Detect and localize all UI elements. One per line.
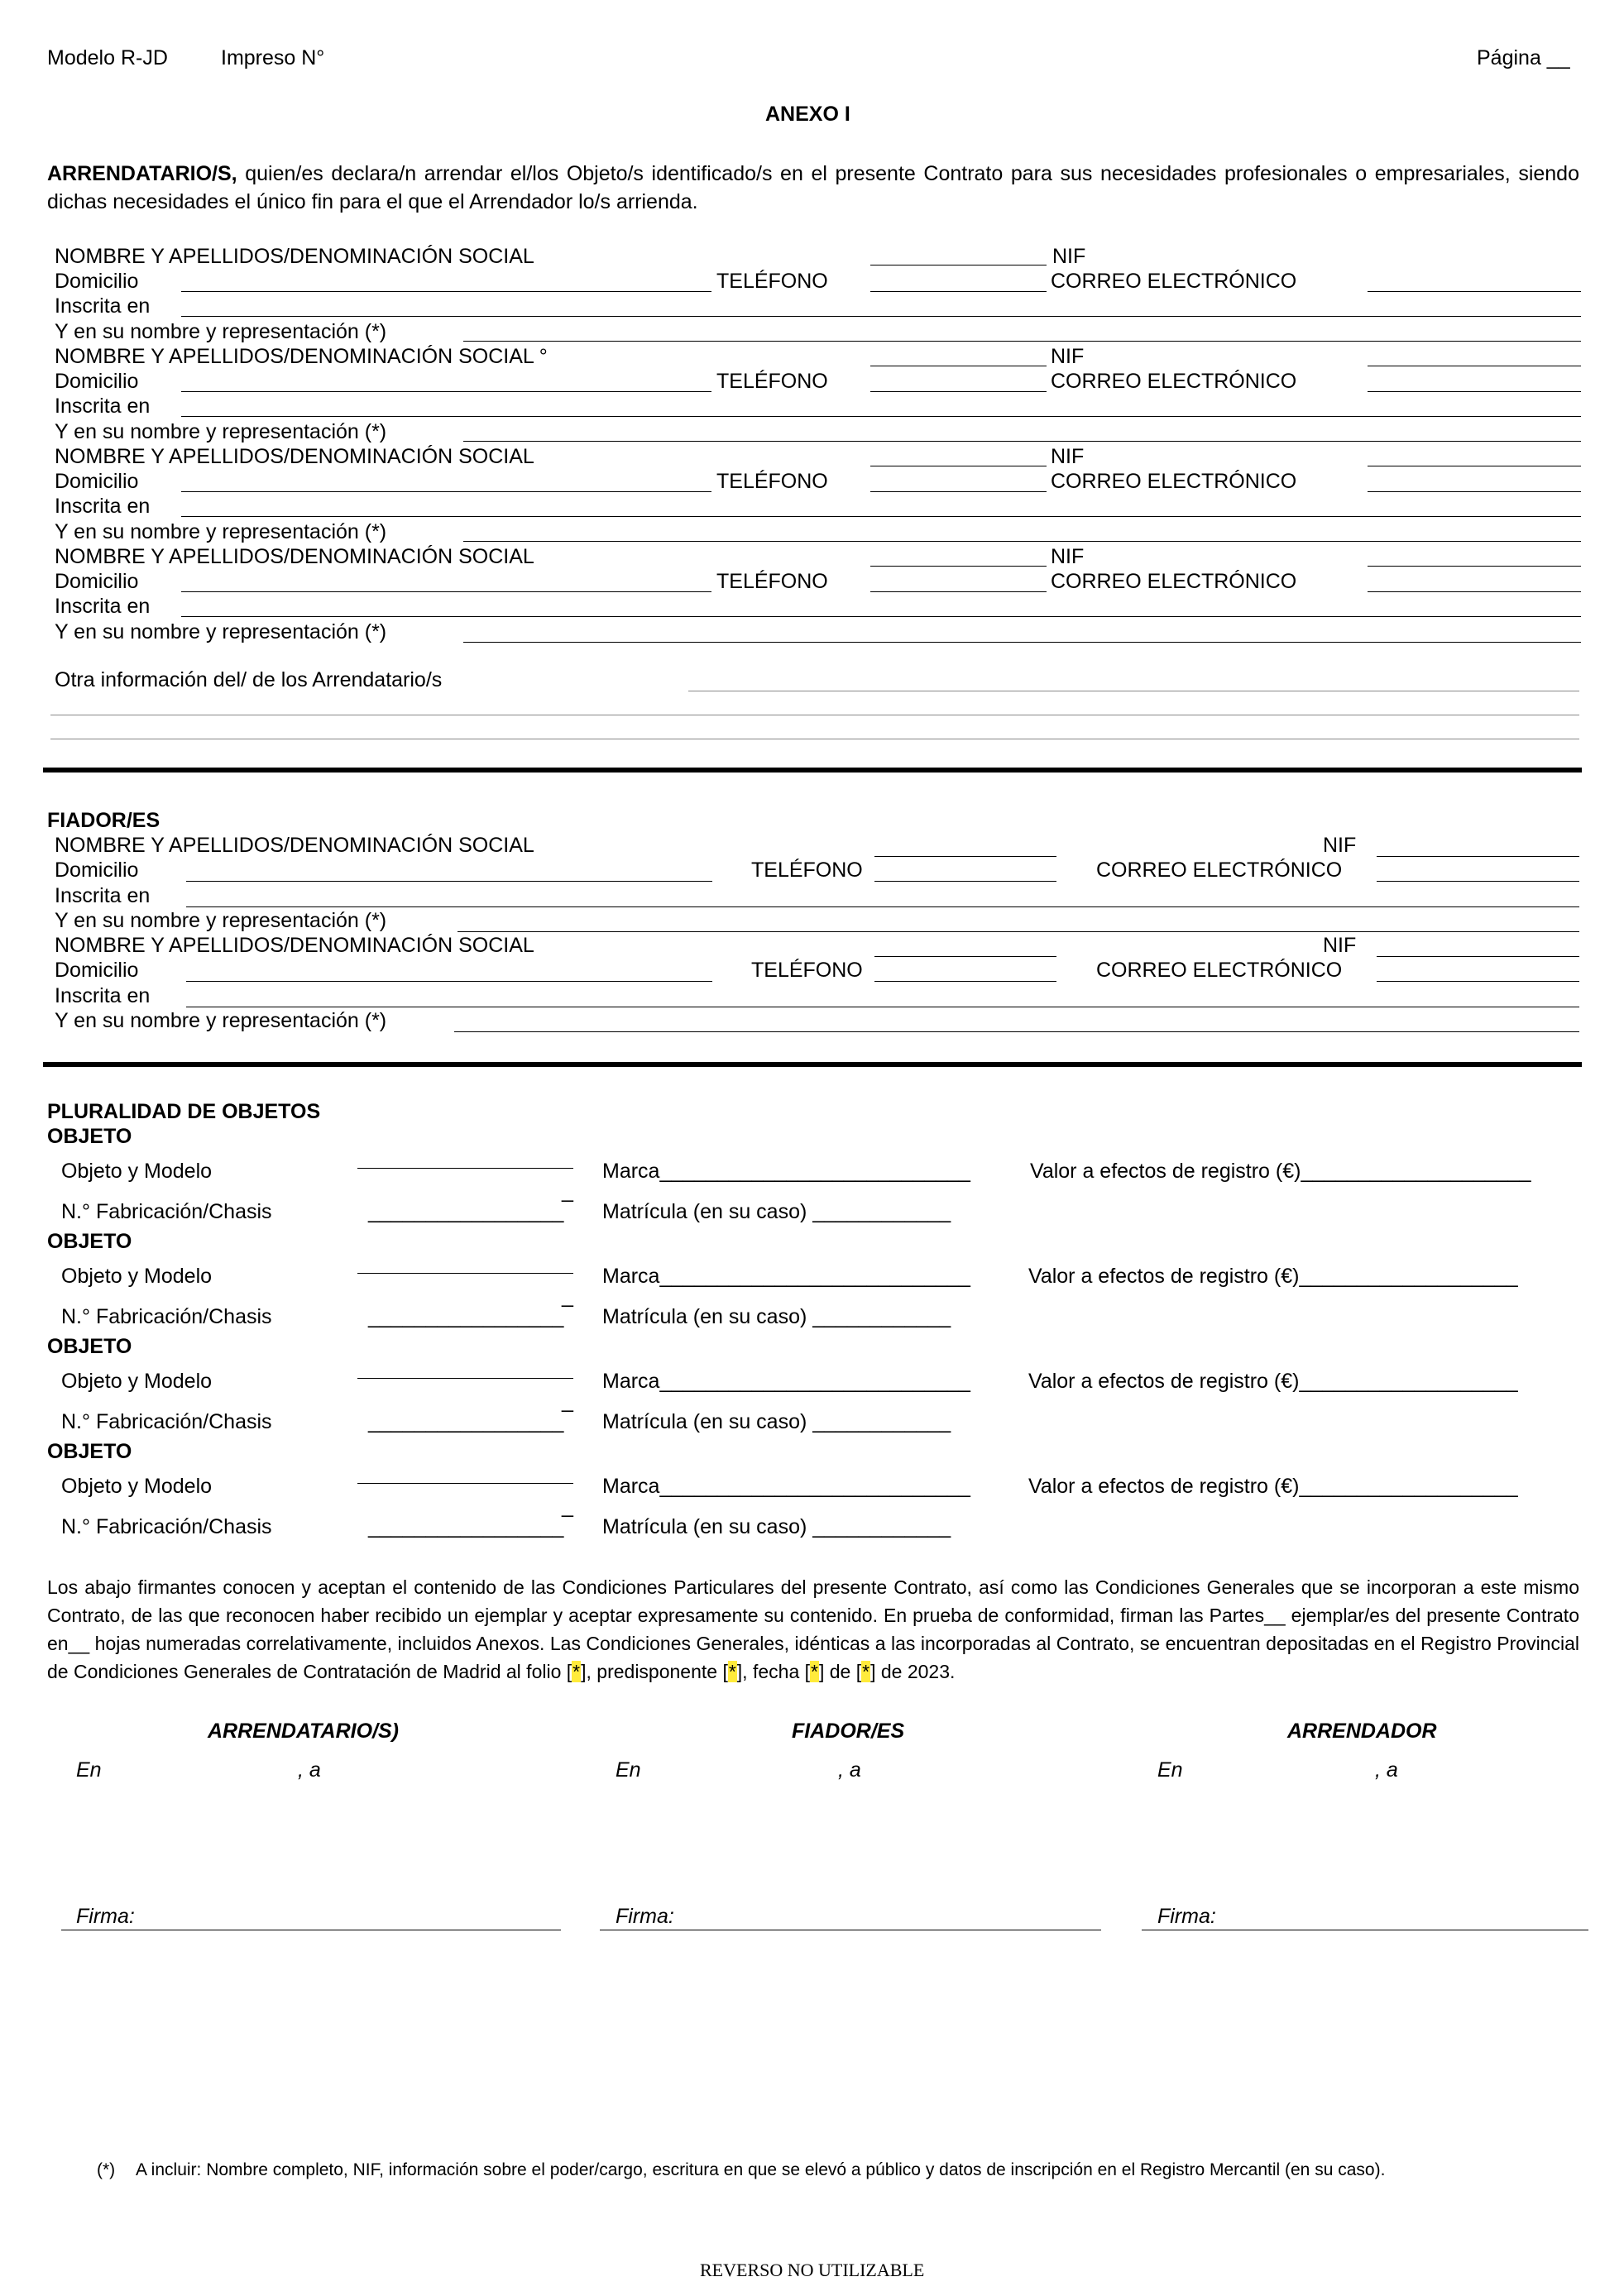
telefono-field[interactable] xyxy=(874,881,1056,882)
representacion-field[interactable] xyxy=(463,341,1581,342)
placeholder-predisponente[interactable]: * xyxy=(728,1661,736,1682)
matricula-field[interactable]: Matrícula (en su caso) ____________ xyxy=(602,1305,951,1328)
valor-field[interactable]: Valor a efectos de registro (€)___________________ xyxy=(1028,1370,1518,1393)
closing-text-4: ] de [ xyxy=(818,1661,862,1682)
signature-a-label: , a xyxy=(838,1758,861,1782)
objeto-modelo-field[interactable] xyxy=(357,1378,573,1379)
representacion-label: Y en su nombre y representación (*) xyxy=(55,520,387,543)
correo-label: CORREO ELECTRÓNICO xyxy=(1051,470,1297,493)
nombre-label: NOMBRE Y APELLIDOS/DENOMINACIÓN SOCIAL xyxy=(55,934,534,957)
closing-text-1: Los abajo firmantes conocen y aceptan el contenido de las Condiciones Particulares del presente Contrato, así como las Condiciones Generales que se incorporan a este mismo Contrato, de las que reconocen haber recibido un ejemplar y aceptar expresamente su contenido. En prueba de conformidad, firman las Partes__ ejemplar/es del presente Contrato en__ hojas numeradas correlativamente, incluidos Anexos. Las Condiciones Generales, idénticas a las incorporadas al Contrato, se encuentran depositadas en el Registro Provincial de Condiciones Generales de Contratación de Madrid al folio [ xyxy=(47,1576,1579,1682)
correo-label: CORREO ELECTRÓNICO xyxy=(1051,270,1297,293)
representacion-label: Y en su nombre y representación (*) xyxy=(55,620,387,643)
valor-field[interactable]: Valor a efectos de registro (€)___________________ xyxy=(1028,1475,1518,1498)
inscrita-label: Inscrita en xyxy=(55,595,151,618)
inscrita-label: Inscrita en xyxy=(55,495,151,518)
signature-en-label: En xyxy=(616,1758,641,1782)
domicilio-label: Domicilio xyxy=(55,959,139,982)
objeto-modelo-label: Objeto y Modelo xyxy=(61,1475,213,1498)
section-divider xyxy=(43,768,1582,773)
domicilio-label: Domicilio xyxy=(55,570,139,593)
page-number: Página __ xyxy=(1477,46,1570,69)
page-title: ANEXO I xyxy=(765,103,850,126)
firma-label: Firma: xyxy=(1157,1905,1216,1928)
nombre-label: NOMBRE Y APELLIDOS/DENOMINACIÓN SOCIAL ° xyxy=(55,345,548,368)
telefono-label: TELÉFONO xyxy=(751,959,863,982)
nombre-field[interactable] xyxy=(870,566,1047,567)
fabricacion-field[interactable]: _________________ xyxy=(368,1515,564,1538)
closing-text-2: ], predisponente [ xyxy=(581,1661,728,1682)
closing-text-3: ], fecha [ xyxy=(736,1661,811,1682)
domicilio-label: Domicilio xyxy=(55,370,139,393)
nif-label: NIF xyxy=(1323,834,1357,857)
objetos-heading: PLURALIDAD DE OBJETOS xyxy=(47,1100,321,1123)
nombre-field[interactable] xyxy=(874,956,1056,957)
correo-field[interactable] xyxy=(1368,591,1581,592)
fabricacion-label: N.° Fabricación/Chasis xyxy=(61,1410,272,1433)
domicilio-label: Domicilio xyxy=(55,470,139,493)
correo-field[interactable] xyxy=(1377,981,1579,982)
matricula-field[interactable]: Matrícula (en su caso) ____________ xyxy=(602,1200,951,1223)
inscrita-field[interactable] xyxy=(181,316,1581,317)
dash-mark: _ xyxy=(562,1179,573,1203)
arrendatario-intro xyxy=(47,160,1579,216)
telefono-label: TELÉFONO xyxy=(716,470,828,493)
nif-label: NIF xyxy=(1051,345,1085,368)
correo-label: CORREO ELECTRÓNICO xyxy=(1051,570,1297,593)
domicilio-field[interactable] xyxy=(181,591,711,592)
telefono-label: TELÉFONO xyxy=(716,570,828,593)
signature-arrendatario-title: ARRENDATARIO/S) xyxy=(208,1720,400,1743)
objeto-modelo-field[interactable] xyxy=(357,1168,573,1169)
telefono-field[interactable] xyxy=(870,491,1047,492)
inscrita-field[interactable] xyxy=(181,616,1581,617)
marca-field[interactable]: Marca___________________________ xyxy=(602,1160,970,1183)
domicilio-field[interactable] xyxy=(181,291,711,292)
fabricacion-label: N.° Fabricación/Chasis xyxy=(61,1305,272,1328)
signature-a-label: , a xyxy=(298,1758,321,1782)
marca-field[interactable]: Marca___________________________ xyxy=(602,1370,970,1393)
inscrita-label: Inscrita en xyxy=(55,884,151,907)
representacion-label: Y en su nombre y representación (*) xyxy=(55,420,387,443)
correo-field[interactable] xyxy=(1377,881,1579,882)
nombre-label: NOMBRE Y APELLIDOS/DENOMINACIÓN SOCIAL xyxy=(55,545,534,568)
signature-arrendador-title: ARRENDADOR xyxy=(1287,1720,1437,1743)
signature-a-label: , a xyxy=(1375,1758,1398,1782)
objeto-modelo-label: Objeto y Modelo xyxy=(61,1160,213,1183)
representacion-field[interactable] xyxy=(457,931,1579,932)
objeto-modelo-field[interactable] xyxy=(357,1483,573,1484)
matricula-field[interactable]: Matrícula (en su caso) ____________ xyxy=(602,1410,951,1433)
telefono-field[interactable] xyxy=(870,591,1047,592)
dash-mark: _ xyxy=(562,1495,573,1518)
signature-en-label: En xyxy=(1157,1758,1183,1782)
fabricacion-label: N.° Fabricación/Chasis xyxy=(61,1515,272,1538)
representacion-field[interactable] xyxy=(463,541,1581,542)
matricula-field[interactable]: Matrícula (en su caso) ____________ xyxy=(602,1515,951,1538)
nombre-field[interactable] xyxy=(874,856,1056,857)
telefono-field[interactable] xyxy=(870,391,1047,392)
objeto-heading: OBJETO xyxy=(47,1440,132,1463)
nombre-label: NOMBRE Y APELLIDOS/DENOMINACIÓN SOCIAL xyxy=(55,445,534,468)
nombre-label: NOMBRE Y APELLIDOS/DENOMINACIÓN SOCIAL xyxy=(55,245,534,268)
fiador-heading: FIADOR/ES xyxy=(47,809,160,832)
fabricacion-field[interactable]: _________________ xyxy=(368,1410,564,1433)
dash-mark: _ xyxy=(562,1390,573,1413)
correo-field[interactable] xyxy=(1368,291,1581,292)
firma-label: Firma: xyxy=(616,1905,674,1928)
section-divider xyxy=(43,1062,1582,1067)
placeholder-folio[interactable]: * xyxy=(572,1661,581,1682)
representacion-label: Y en su nombre y representación (*) xyxy=(55,320,387,343)
representacion-field[interactable] xyxy=(463,642,1581,643)
inscrita-label: Inscrita en xyxy=(55,395,151,418)
domicilio-label: Domicilio xyxy=(55,859,139,882)
inscrita-label: Inscrita en xyxy=(55,294,151,318)
objeto-heading: OBJETO xyxy=(47,1125,132,1148)
valor-field[interactable]: Valor a efectos de registro (€)____________________ xyxy=(1030,1160,1531,1183)
closing-text-5: ] de 2023. xyxy=(870,1661,956,1682)
fabricacion-label: N.° Fabricación/Chasis xyxy=(61,1200,272,1223)
nif-field[interactable] xyxy=(1377,856,1579,857)
representacion-label: Y en su nombre y representación (*) xyxy=(55,909,387,932)
arrendatario-intro-text: quien/es declara/n arrendar el/los Objeto/s identificado/s en el presente Contrato para sus necesidades profesionales o empresariales, siendo dichas necesidades el único fin para el que el Arrendador lo/s arrienda. xyxy=(47,162,1579,213)
telefono-label: TELÉFONO xyxy=(716,270,828,293)
telefono-label: TELÉFONO xyxy=(751,859,863,882)
objeto-modelo-label: Objeto y Modelo xyxy=(61,1370,213,1393)
domicilio-field[interactable] xyxy=(181,491,711,492)
telefono-field[interactable] xyxy=(870,291,1047,292)
telefono-label: TELÉFONO xyxy=(716,370,828,393)
nombre-label: NOMBRE Y APELLIDOS/DENOMINACIÓN SOCIAL xyxy=(55,834,534,857)
objeto-modelo-field[interactable] xyxy=(357,1273,573,1274)
nif-field[interactable] xyxy=(1368,566,1581,567)
correo-label: CORREO ELECTRÓNICO xyxy=(1096,859,1343,882)
arrendatario-heading: ARRENDATARIO/S, xyxy=(47,162,237,185)
marca-field[interactable]: Marca___________________________ xyxy=(602,1265,970,1288)
correo-label: CORREO ELECTRÓNICO xyxy=(1051,370,1297,393)
objeto-heading: OBJETO xyxy=(47,1230,132,1253)
objeto-heading: OBJETO xyxy=(47,1335,132,1358)
fabricacion-field[interactable]: _________________ xyxy=(368,1200,564,1223)
firma-label: Firma: xyxy=(76,1905,135,1928)
signature-en-label: En xyxy=(76,1758,102,1782)
correo-field[interactable] xyxy=(1368,391,1581,392)
nif-field[interactable] xyxy=(1377,956,1579,957)
representacion-field[interactable] xyxy=(463,441,1581,442)
fabricacion-field[interactable]: _________________ xyxy=(368,1305,564,1328)
model-label: Modelo R-JD xyxy=(47,46,168,69)
representacion-field[interactable] xyxy=(454,1031,1579,1032)
inscrita-field[interactable] xyxy=(186,906,1579,907)
signature-fiador-title: FIADOR/ES xyxy=(792,1720,905,1743)
nif-label: NIF xyxy=(1052,245,1086,268)
otra-info-label: Otra información del/ de los Arrendatario/s xyxy=(55,668,443,691)
correo-label: CORREO ELECTRÓNICO xyxy=(1096,959,1343,982)
domicilio-field[interactable] xyxy=(186,881,712,882)
valor-field[interactable]: Valor a efectos de registro (€)___________________ xyxy=(1028,1265,1518,1288)
dash-mark: _ xyxy=(562,1284,573,1308)
representacion-label: Y en su nombre y representación (*) xyxy=(55,1009,387,1032)
nif-label: NIF xyxy=(1323,934,1357,957)
domicilio-field[interactable] xyxy=(186,981,712,982)
correo-field[interactable] xyxy=(1368,491,1581,492)
inscrita-field[interactable] xyxy=(181,416,1581,417)
placeholder-fecha-dia[interactable]: * xyxy=(811,1661,818,1682)
telefono-field[interactable] xyxy=(874,981,1056,982)
footnote-text: A incluir: Nombre completo, NIF, información sobre el poder/cargo, escritura en que se elevó a público y datos de inscripción en el Registro Mercantil (en su caso). xyxy=(136,2160,1386,2179)
marca-field[interactable]: Marca___________________________ xyxy=(602,1475,970,1498)
nif-label: NIF xyxy=(1051,445,1085,468)
inscrita-field[interactable] xyxy=(181,516,1581,517)
domicilio-label: Domicilio xyxy=(55,270,139,293)
placeholder-fecha-mes[interactable]: * xyxy=(862,1661,870,1682)
inscrita-label: Inscrita en xyxy=(55,984,151,1007)
reverso-note: REVERSO NO UTILIZABLE xyxy=(700,2260,925,2280)
impreso-label: Impreso N° xyxy=(221,46,325,69)
domicilio-field[interactable] xyxy=(181,391,711,392)
nif-label: NIF xyxy=(1051,545,1085,568)
footnote-mark: (*) xyxy=(97,2160,116,2179)
closing-paragraph xyxy=(47,1573,1579,1686)
objeto-modelo-label: Objeto y Modelo xyxy=(61,1265,213,1288)
